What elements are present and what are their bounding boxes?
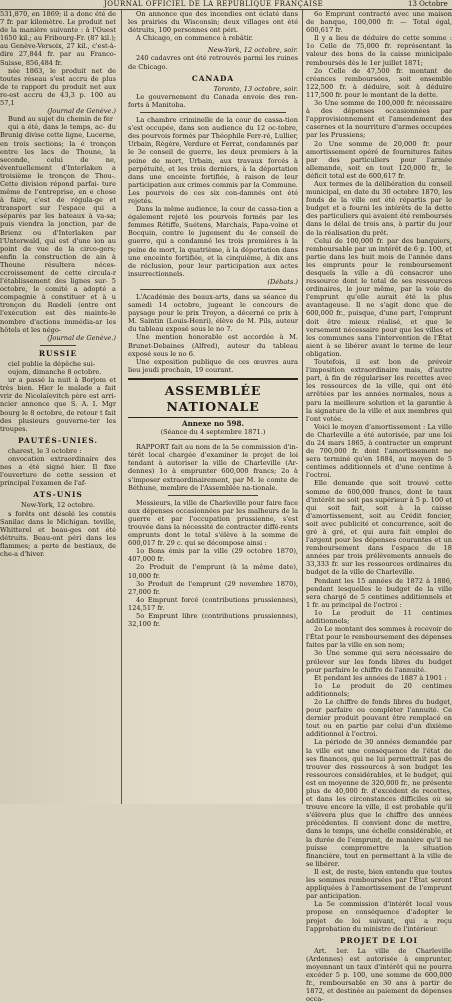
- report-period-1: Pendant les 15 années de 1872 à 1886, pendant lesquelles le budget de la ville sera chargé de 5 centimes additionnels et 1 fr. au principal de l'octroi :: [306, 576, 452, 609]
- session-date: (Séance du 4 septembre 1871.): [160, 428, 266, 437]
- assembly-title: ASSEMBLÉE NATIONALE: [128, 378, 298, 418]
- loan-item-5: 5o Emprunt libre (contributions prussiennes), 32,100 fr.: [128, 612, 298, 629]
- report-amortization: Voici le moyen d'amortissement : La ville de Charleville a été autorisée, par une loi du 24 mars 1865, à contracter un emprunt de 700,000 fr. dont l'amortissement ne sera terminé qu'en 1884, au moyen de 5 centimes additionnels et d'une centime à l'octroi.: [306, 422, 452, 480]
- divider: [40, 345, 76, 346]
- report-deductions: Il y a lieu de déduire de cette somme : 1o Celle de 75,000 fr. représentant la valeur des bons de la caisse municipale remboursés dès le 1er juillet 1871;: [306, 34, 452, 67]
- report-conclusion: La 5e commission d'intérêt local vous propose en conséquence d'adopter le projet de loi suivant, qui a reçu l'approbation du ministre de l'intérieur.: [306, 900, 452, 933]
- report-period-1-item-3: 3o Une somme qui sera nécessaire de prélever sur les fonds libres du budget pour parfaire le chiffre de l'annuité.: [306, 649, 452, 674]
- report-banquiers: Celui de 100,000 fr. par des banquiers, remboursable par un intérêt de 6 p. 100, et partie dans les huit mois de l'année dans les emprunts pour le remboursement desquels la ville a dû consacrer une ressource dont le total de ses ressources ordinaires, le jour même, par la voie de l'emprunt qu'elle aurait été la plus avantageuse. Il ne s'agit donc que de 600,000 fr., puisque, d'une part, l'emprunt doit être mieux réalisé, et que le versement nécessaire pour que les villes et les communes sans l'intervention de l'État aient à se libérer avant le terme de leur obligation.: [306, 236, 452, 358]
- article-bucharest-body: onvocation extraordinaire des nes a été signé hier. Il fixe l'ouverture de cette session et principal l'examen de l'af-: [0, 454, 116, 488]
- loan-item-3: 3o Produit de l'emprunt (29 novembre 1870), 27,000 fr.: [128, 579, 298, 596]
- article-russia-dateline: oujom, dimanche 8 octobre.: [8, 368, 102, 377]
- article-chicago-bodies: 240 cadavres ont été retrouvés parmi les ruines de Chicago.: [128, 54, 298, 71]
- article-source: (Débats.): [267, 277, 298, 286]
- article-newyork-dateline: New-York, 12 octobre, soir.: [207, 46, 298, 55]
- article-honorable-mention: Une mention honorable est accordée à M. Brunet-Debaines (Alfred), auteur du tableau exposé sous le no 6.: [128, 333, 298, 358]
- article-manitoba-reinforcements: Le gouvernement du Canada envoie des ren-forts à Manitoba.: [128, 92, 298, 109]
- annex-number: Annexe no 598.: [182, 418, 244, 428]
- section-heading-russia: RUSSIE: [38, 348, 78, 358]
- column-rule-left: [121, 10, 122, 804]
- divider: [140, 112, 286, 113]
- article-net-product: née 1863, le produit net de toutes réseau s'est accru de plus de te rapport du produit net aux re-est accru de 43,3 p. 100 au 57,1: [0, 66, 116, 108]
- report-period-2-item-1: 1o Le produit de 20 centimes additionnels;: [306, 681, 452, 698]
- article-bund-intro: Bund au sujet du chemin de fer: [8, 115, 114, 124]
- masthead-title: JOURNAL OFFICIEL DE LA RÉPUBLIQUE FRANÇAISE: [104, 0, 324, 8]
- report-expenses-2: 2o Une somme de 20,000 fr. pour amortissement opéré de fournitures faites par des particuliers pour l'armée allemande, soit en tout 120,000 fr., le déficit total est de 600,617 fr.: [306, 139, 452, 180]
- article-source: (Journal de Genève.): [47, 333, 116, 342]
- report-expenses-1: 3o Une somme de 100,000 fr. nécessaire à des dépenses occasionnées par l'approvisionnement et l'amendement des casernes et la nourriture d'armes occupées par les Prussiens;: [306, 99, 452, 140]
- article-cassation-women: Dans la même audience, la cour de cassa-tion a également rejeté les pourvois formés par les femmes Rétiffe, Suétens, Marchais, Papa-voine et Bocquin, contre le jugement du 4e conseil de guerre, qui a condamné les trois premières à la peine de mort, la quatrième, à la déportation dans une enceinte fortifiée, et la cinquième, à dix ans de réclusion, pour leur participation aux actes insurrectionnels.: [128, 205, 298, 278]
- law-article-1: Art. 1er. La ville de Charleville (Ardennes) est autorisée à emprunter, moyennant un taux d'intérêt qui ne pourra excéder 5 p. 100, une somme de 600,000 fr., remboursable en 30 ans à partir de 1872, et destinée au paiement de dépenses occa-: [306, 946, 452, 1003]
- masthead: [0, 0, 452, 10]
- section-heading-principautes: PAUTÉS-UNIES.: [18, 435, 98, 445]
- article-michigan-fires: s forêts ont désolé les comtés Sanilac dans le Michigan. teville, Whitterel et beau-ges ont été détruits. Beau-ont péri dans les flammes; a perte de bestiaux, de che-a d'hiver.: [0, 509, 116, 558]
- report-period-2: Et pendant les années de 1887 à 1901 :: [314, 673, 447, 682]
- column-middle: [128, 10, 298, 804]
- report-period-2-item-2: 2o Le chiffre de fonds libres du budget, pour parfaire ou compléter l'annuité. Ce dernier produit pouvant être remplacé en tout ou en partie par celui d'un dixième additionnel à l'octroi.: [306, 697, 452, 739]
- section-heading-united-states: ATS-UNIS: [33, 490, 83, 500]
- article-toronto-dateline: Toronto, 13 octobre, soir.: [213, 84, 298, 93]
- loan-item-4: 4o Emprunt forcé (contributions prussiennes), 124,517 fr.: [128, 595, 298, 612]
- loan-item-1: 1o Bons émis par la ville (29 octobre 1870), 407,000 fr.: [128, 547, 298, 564]
- report-item-6: 6o Emprunt contracté avec une maison de banque, 100,000 fr. — Total égal, 600,617 fr.: [306, 10, 452, 35]
- article-russia-body: ur a passé la nuit à Borjom et très bien. Hier le malade a fait vrir de Nicolaïevitch père est arri-ncier annonce que S. A. I. Mgr bourg le 8 octobre, de retour t fait des plusieurs gouverne-ter les troupes.: [0, 376, 116, 433]
- law-project-heading: PROJET DE LOI: [339, 935, 419, 945]
- divider: [168, 495, 258, 496]
- report-messieurs: Messieurs, la ville de Charleville pour faire face aux dépenses occasionnées par les malheurs de la guerre et par l'occupation prussienne, s'est trouvée dans la nécessité de contracter diffé-rents emprunts dont le total s'élève à la somme de 600,017 fr. 29 c. qui se décompose ainsi :: [128, 498, 298, 548]
- article-exposition: Une exposition publique de ces œuvres aura lieu jeudi prochain, 19 courant.: [128, 357, 298, 374]
- report-state-repayment: Il est, de reste, bien entendu que toutes les sommes remboursées par l'État seront appliquées à l'amortissement de l'emprunt par anticipation.: [306, 867, 452, 901]
- article-russia-intro: ciel publie la dépêche sui-: [8, 359, 96, 368]
- report-imposition: Toutefois, il est bon de prévoir l'imposition extraordinaire mais, d'autre part, à fin de régulariser les recettes avec les ressources de la ville, qui ont été arrêtées par les années normales, nous a paru la meilleure solution et la garantie à la signature de la ville et aux membres qui l'ont votée.: [306, 358, 452, 423]
- report-request: Elle demande que soit trouvé cette somme de 600,000 francs, dont le taux d'intérêt ne soit pas supérieur à 5 p. 100 et qui soit fait, soit à la caisse d'amortissement, soit au Crédit foncier, soit avec publicité et concurrence, soit de gré à gré, et qui aura fait emploi de l'argent pour les dépenses courantes et un remboursement dans l'espace de 18 années par trois prélèvements annuels de 33,333 fr. sur les ressources ordinaires du budget de la ville de Charleville.: [306, 479, 452, 577]
- column-left: [0, 10, 116, 804]
- divider: [140, 289, 286, 290]
- article-bucharest-dateline: charest, le 3 octobre :: [8, 446, 82, 455]
- article-wisconsin-fires: On annonce que des incendies ont éclaté dans les prairies du Wisconsin; deux villages ont été détruits, 100 personnes ont péri.: [128, 10, 298, 35]
- article-source: (Journal de Genève.): [47, 107, 116, 116]
- column-rule-right: [302, 10, 303, 804]
- article-cour-de-cassation: La chambre criminelle de la cour de cassa-tion s'est occupée, dans son audience du 12 oc-tobre, des pourvois formés par Théophile Ferr-ré, Lullier, Urbain, Régère, Verdure et Ferrat, condamnés par le 3e conseil de guerre, les deux premiers à la peine de mort, Urbain, aux travaux forcés à perpétuité, et les trois derniers, à la déportation dans une enceinte fortifiée, à raison de leur participation aux crimes commis par la Commune. Les pourvois de ces six con-damnés ont été rejetés.: [128, 116, 298, 205]
- report-thirty-years: La période de 30 années demandée par la ville est une conséquence de l'état de ses finances, qui ne lui permettrait pas de trouver des ressources à son budget les ressources considérables, et le budget, qui est en moyenne de 320,000 fr., ne présente plus de 40,000 fr. d'excédent de recettes, et dans les circonstances difficiles où se trouve encore la ville, il est probable qu'il s'élèvera plus que le chiffre des années précédentes. Il convient donc de mettre, dans le temps, une échelle considérable, et la durée de l'emprunt, de manière qu'il ne puisse compromettre la situation financière, tout en permettant à la ville de se libérer.: [306, 738, 452, 868]
- divider: [168, 439, 258, 440]
- column-right: [306, 10, 452, 1003]
- report-deduction-2: 2o Celle de 47,500 fr. montant de créances remboursées, soit ensemble 122,500 fr. à déduire, soit à déduire 117,500 fr. pour le montant de la dette.: [306, 66, 452, 99]
- masthead-date: 13 Octobre: [408, 0, 448, 8]
- report-period-1-item-2: 2o Le montant des sommes à recevoir de l'État pour le remboursement des dépenses faites par la ville en son nom;: [306, 625, 452, 650]
- report-period-1-item-1: 1o Le produit de 11 centimes additionnels;: [306, 608, 452, 626]
- article-swiss-railway-revenue: 531,870, en 1869; il a donc été de 7 fr. par kilomètre. Le produit net de la manière suivante : à l'Ouest 1650 kil.; au Fribourg-Fr. (87 kil.); au Genève-Versoix, 27 kil., c'est-à-dire 27,844 fr. par au Franco-Suisse, 856,484 fr.: [0, 10, 116, 67]
- article-brunig-line: qui a été, dans le temps, ac- du Brunig divise cette ligne, Lucerne, en trois sections; la é tronçon entre les lacs de Thoune, la seconde, celui de ne, éventuellement d'Interlaken a troisième le tronçon de Thou-. Cette division répond parfai- ture même de l'entreprise, en e chose à faire, c'est de régula-ge et transport sur l'espace qui a séparés par les bateaux à va-sa; puis viendra la jonction, par de Brienz ou d'Interlaken par l'Unterwald, qui est d'une ion au point de vue de la circo-gers; enfin la construction de ain à Thoune résultera néces-ccroissement de cette circula-r l'établissement des lignes sur- 5 octobre, le comité a adopté a compagnie à constituer et à u tronçon du Rœdeli (entre ont l'exécution est dès mainte-le nombre d'actions immédia-ar les hôtels et les négo-: [0, 123, 116, 334]
- report-intro: RAPPORT fait au nom de la 5e commission d'in-térêt local chargée d'examiner le projet de loi tendant à autoriser la ville de Charleville (Ar-dennes) 1o à emprunter 600,000 francs; 2o à s'imposer extraordinairement, par M. le comte de Béthune, membre de l'Assemblée na-tionale.: [128, 443, 298, 492]
- report-deliberation: Aux termes de la délibération du conseil municipal, en date du 30 octobre 1870, les fonds de la ville ont été répartis par le budget et a fourni les intérêts de la dette des particuliers qui avaient été remboursés dans le délai de trois ans, à partir du jour de la réalisation du prêt.: [306, 179, 452, 237]
- article-chicago-rebuild: A Chicago, on commence à rebâtir.: [136, 34, 254, 43]
- article-newyork-dateline: New-York, 12 octobre.: [20, 501, 96, 510]
- loan-item-2: 2o Produit de l'emprunt (à la même date), 10,000 fr.: [128, 563, 298, 580]
- article-academie-beaux-arts: L'Académie des beaux-arts, dans sa séance du samedi 14 octobre, jugeant le concours de paysage pour le prix Troyon, a décerné ce prix à M. Saintin (Louis-Henri), élève de M. Pils, auteur du tableau exposé sous le no 7.: [128, 293, 298, 334]
- section-heading-canada: CANADA: [191, 73, 235, 83]
